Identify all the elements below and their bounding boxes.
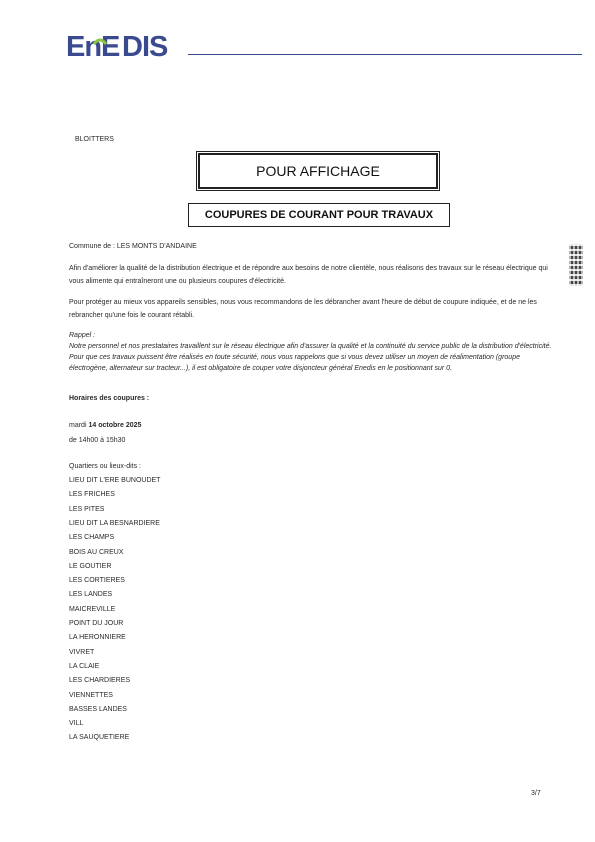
reminder-text: Notre personnel et nos prestataires travaillent sur le réseau électrique afin d'assurer la qualité et la continuité du service public de la distribution d'électricité. Pour que ces travaux puissent être réalisés en toute sécurité, nous vous rappelons que si vous devez utiliser un moyen de réalimentation (groupe électrogène, alternateur sur tracteur...), il est obligatoire de couper votre disjoncteur général Enedis en le positionnant sur 0. xyxy=(69,343,552,372)
intro-paragraph: Afin d'améliorer la qualité de la distribution électrique et de répondre aux besoins de notre clientèle, nous réalisons des travaux sur le réseau électrique qui vous alimente qui entraîneront une ou plusieurs coupures d'électricité. xyxy=(69,265,548,285)
area-item: VIVRET xyxy=(69,648,95,656)
page-number: 3/7 xyxy=(531,790,541,797)
svg-text:EnE: EnE xyxy=(66,31,120,62)
page-subtitle: COUPURES DE COURANT POUR TRAVAUX xyxy=(188,203,450,227)
page-title: POUR AFFICHAGE xyxy=(198,153,438,189)
area-item: LES LANDES xyxy=(69,591,113,599)
advice-paragraph: Pour protéger au mieux vos appareils sensibles, nous vous recommandons de les débrancher avant l'heure de début de coupure indiquée, et de ne les rebrancher qu'une fois le courant rétabli. xyxy=(69,299,537,319)
area-item: VILL xyxy=(69,720,84,728)
area-item: LES PITES xyxy=(69,505,105,513)
area-item: LES CORTIERES xyxy=(69,577,125,585)
area-item: LA SAUQUETIERE xyxy=(69,734,130,742)
area-item: LA CLAIE xyxy=(69,662,100,670)
schedule-time: de 14h00 à 15h30 xyxy=(69,437,126,444)
area-item: LES CHARDIERES xyxy=(69,677,131,685)
area-item: LIEU DIT L'ERE BUNOUDET xyxy=(69,477,161,484)
area-item: MAICREVILLE xyxy=(69,605,116,613)
schedule-label: Horaires des coupures : xyxy=(69,395,150,402)
area-item: POINT DU JOUR xyxy=(69,620,124,627)
area-item: BASSES LANDES xyxy=(69,705,127,713)
reminder-label: Rappel : xyxy=(69,332,96,339)
commune-line: Commune de : LES MONTS D'ANDAINE xyxy=(69,243,197,250)
area-item: VIENNETTES xyxy=(69,691,113,699)
area-item: LA HERONNIERE xyxy=(69,634,126,642)
schedule-date-prefix: mardi xyxy=(69,422,87,429)
schedule-date-value: 14 octobre 2025 xyxy=(88,422,142,429)
area-item: LIEU DIT LA BESNARDIERE xyxy=(69,519,160,527)
reminder-block xyxy=(69,330,559,374)
enedis-logo xyxy=(66,30,184,62)
area-item: LES FRICHES xyxy=(69,491,115,499)
svg-text:DIS: DIS xyxy=(122,31,168,62)
area-item: LES CHAMPS xyxy=(69,534,115,542)
areas-label: Quartiers ou lieux-dits : xyxy=(69,463,141,470)
header-rule xyxy=(188,54,582,55)
qr-code xyxy=(569,244,583,286)
area-item: BOIS AU CREUX xyxy=(69,548,124,556)
area-item: LE GOUTIER xyxy=(69,562,112,570)
schedule-date xyxy=(69,422,141,429)
sender-reference: BLOITTERS xyxy=(75,136,114,143)
